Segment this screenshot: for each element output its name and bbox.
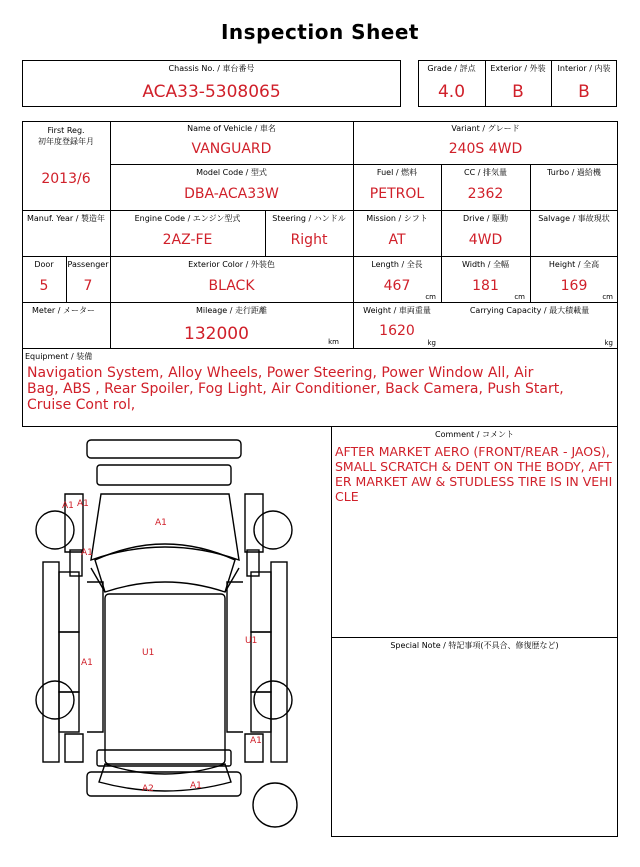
windshield bbox=[95, 544, 235, 592]
right-sill bbox=[271, 562, 287, 762]
left-windows bbox=[87, 582, 103, 732]
meter-label: Meter / メーター bbox=[32, 306, 95, 315]
color-label: Exterior Color / 外装色 bbox=[188, 260, 275, 269]
variant-value: 240S 4WD bbox=[448, 141, 523, 157]
variant-label: Variant / グレード bbox=[451, 124, 520, 133]
mileage-value: 132000 bbox=[184, 324, 249, 344]
door-value: 5 bbox=[39, 278, 49, 294]
rear-window bbox=[99, 764, 231, 791]
damage-mark-right-door: U1 bbox=[245, 636, 258, 646]
length-label: Length / 全長 bbox=[371, 260, 423, 269]
damage-mark-rear-right: A1 bbox=[250, 736, 262, 746]
rear-bumper bbox=[87, 772, 241, 796]
first-reg-label: First Reg. bbox=[47, 126, 85, 135]
door-label: Door bbox=[34, 260, 54, 269]
vehicle-name-label: Name of Vehicle / 車名 bbox=[187, 124, 276, 133]
right-front-door bbox=[251, 572, 271, 632]
equipment-label: Equipment / 装備 bbox=[25, 352, 93, 361]
mission-value: AT bbox=[388, 232, 406, 248]
mission-label: Mission / シフト bbox=[366, 214, 428, 223]
car-damage-diagram bbox=[25, 432, 325, 832]
page-title: Inspection Sheet bbox=[220, 20, 419, 44]
length-value: 467 bbox=[383, 278, 411, 294]
passenger-value: 7 bbox=[83, 278, 93, 294]
capacity-unit: kg bbox=[604, 339, 613, 347]
spare-tire bbox=[253, 783, 297, 827]
grade-label: Grade / 評点 bbox=[427, 64, 476, 73]
special-note-label: Special Note / 特記事項(不具合、修復歴など) bbox=[390, 641, 559, 650]
damage-mark-hood: A1 bbox=[155, 518, 167, 528]
rear-right-wheel bbox=[254, 681, 292, 719]
interior-value: B bbox=[578, 82, 590, 102]
damage-mark-rear-left: A1 bbox=[81, 658, 93, 668]
fuel-label: Fuel / 燃料 bbox=[376, 168, 418, 177]
manuf-year-label: Manuf. Year / 製造年 bbox=[27, 214, 105, 223]
cc-value: 2362 bbox=[467, 186, 504, 202]
color-value: BLACK bbox=[208, 278, 255, 294]
comment-label: Comment / コメント bbox=[435, 430, 514, 439]
weight-unit: kg bbox=[427, 339, 436, 347]
salvage-label: Salvage / 事故現状 bbox=[538, 214, 610, 223]
front-grille bbox=[97, 465, 231, 485]
chassis-value: ACA33-5308065 bbox=[142, 82, 281, 102]
interior-label: Interior / 内装 bbox=[557, 64, 611, 73]
passenger-label: Passenger bbox=[67, 260, 109, 269]
steering-value: Right bbox=[290, 232, 328, 248]
length-unit: cm bbox=[425, 293, 436, 301]
steering-label: Steering / ハンドル bbox=[272, 214, 346, 223]
equipment-text: Navigation System, Alloy Wheels, Power Steering, Power Window All, Air Bag, ABS , Rear Spoiler, Fog Light, Air Conditioner, Back Camera, Push Start, Cruise Cont rol, bbox=[27, 365, 564, 413]
left-sill bbox=[43, 562, 59, 762]
left-front-door bbox=[59, 572, 79, 632]
chassis-label: Chassis No. / 車台番号 bbox=[168, 64, 255, 73]
damage-mark-fl-corner: A1 bbox=[62, 501, 74, 511]
right-windows bbox=[227, 582, 243, 732]
height-label: Height / 全高 bbox=[548, 260, 600, 269]
first-reg-value: 2013/6 bbox=[41, 171, 91, 187]
damage-mark-fl-top: A1 bbox=[77, 499, 89, 509]
weight-value: 1620 bbox=[379, 323, 415, 339]
capacity-label: Carrying Capacity / 最大積載量 bbox=[469, 306, 590, 315]
height-value: 169 bbox=[560, 278, 588, 294]
mileage-label: Mileage / 走行距離 bbox=[196, 306, 267, 315]
engine-code-label: Engine Code / エンジン型式 bbox=[134, 214, 241, 223]
weight-label: Weight / 車両重量 bbox=[363, 306, 431, 315]
engine-code-value: 2AZ-FE bbox=[162, 232, 213, 248]
width-value: 181 bbox=[472, 278, 499, 294]
damage-mark-fl-fender: A1 bbox=[81, 548, 93, 558]
first-reg-label-jp: 初年度登録年月 bbox=[38, 137, 94, 146]
cc-label: CC / 排気量 bbox=[464, 168, 507, 177]
mileage-unit: km bbox=[328, 338, 339, 346]
model-code-label: Model Code / 型式 bbox=[196, 168, 267, 177]
height-unit: cm bbox=[602, 293, 613, 301]
turbo-label: Turbo / 過給機 bbox=[547, 168, 601, 177]
rear-left-wheel bbox=[36, 681, 74, 719]
exterior-label: Exterior / 外装 bbox=[490, 64, 546, 73]
front-left-wheel bbox=[36, 511, 74, 549]
roof bbox=[105, 594, 225, 764]
width-unit: cm bbox=[514, 293, 525, 301]
drive-value: 4WD bbox=[468, 232, 503, 248]
damage-mark-roof: U1 bbox=[142, 648, 155, 658]
special-note-box bbox=[331, 637, 618, 837]
damage-mark-rear-bumper-left: A2 bbox=[142, 784, 154, 794]
comment-text: AFTER MARKET AERO (FRONT/REAR - JAOS), SMALL SCRATCH & DENT ON THE BODY, AFTER MARKET AW & STUDLESS TIRE IS IN VEHICLE bbox=[335, 444, 613, 504]
exterior-value: B bbox=[512, 82, 524, 102]
vehicle-name-value: VANGUARD bbox=[191, 141, 272, 157]
rear-left-lamp bbox=[65, 734, 83, 762]
front-bumper bbox=[87, 440, 241, 458]
width-label: Width / 全幅 bbox=[461, 260, 510, 269]
grade-value: 4.0 bbox=[437, 82, 466, 102]
front-right-wheel bbox=[254, 511, 292, 549]
fuel-value: PETROL bbox=[369, 186, 425, 202]
damage-mark-rear-bumper-right: A1 bbox=[190, 781, 202, 791]
drive-label: Drive / 駆動 bbox=[462, 214, 509, 223]
model-code-value: DBA-ACA33W bbox=[184, 186, 279, 202]
